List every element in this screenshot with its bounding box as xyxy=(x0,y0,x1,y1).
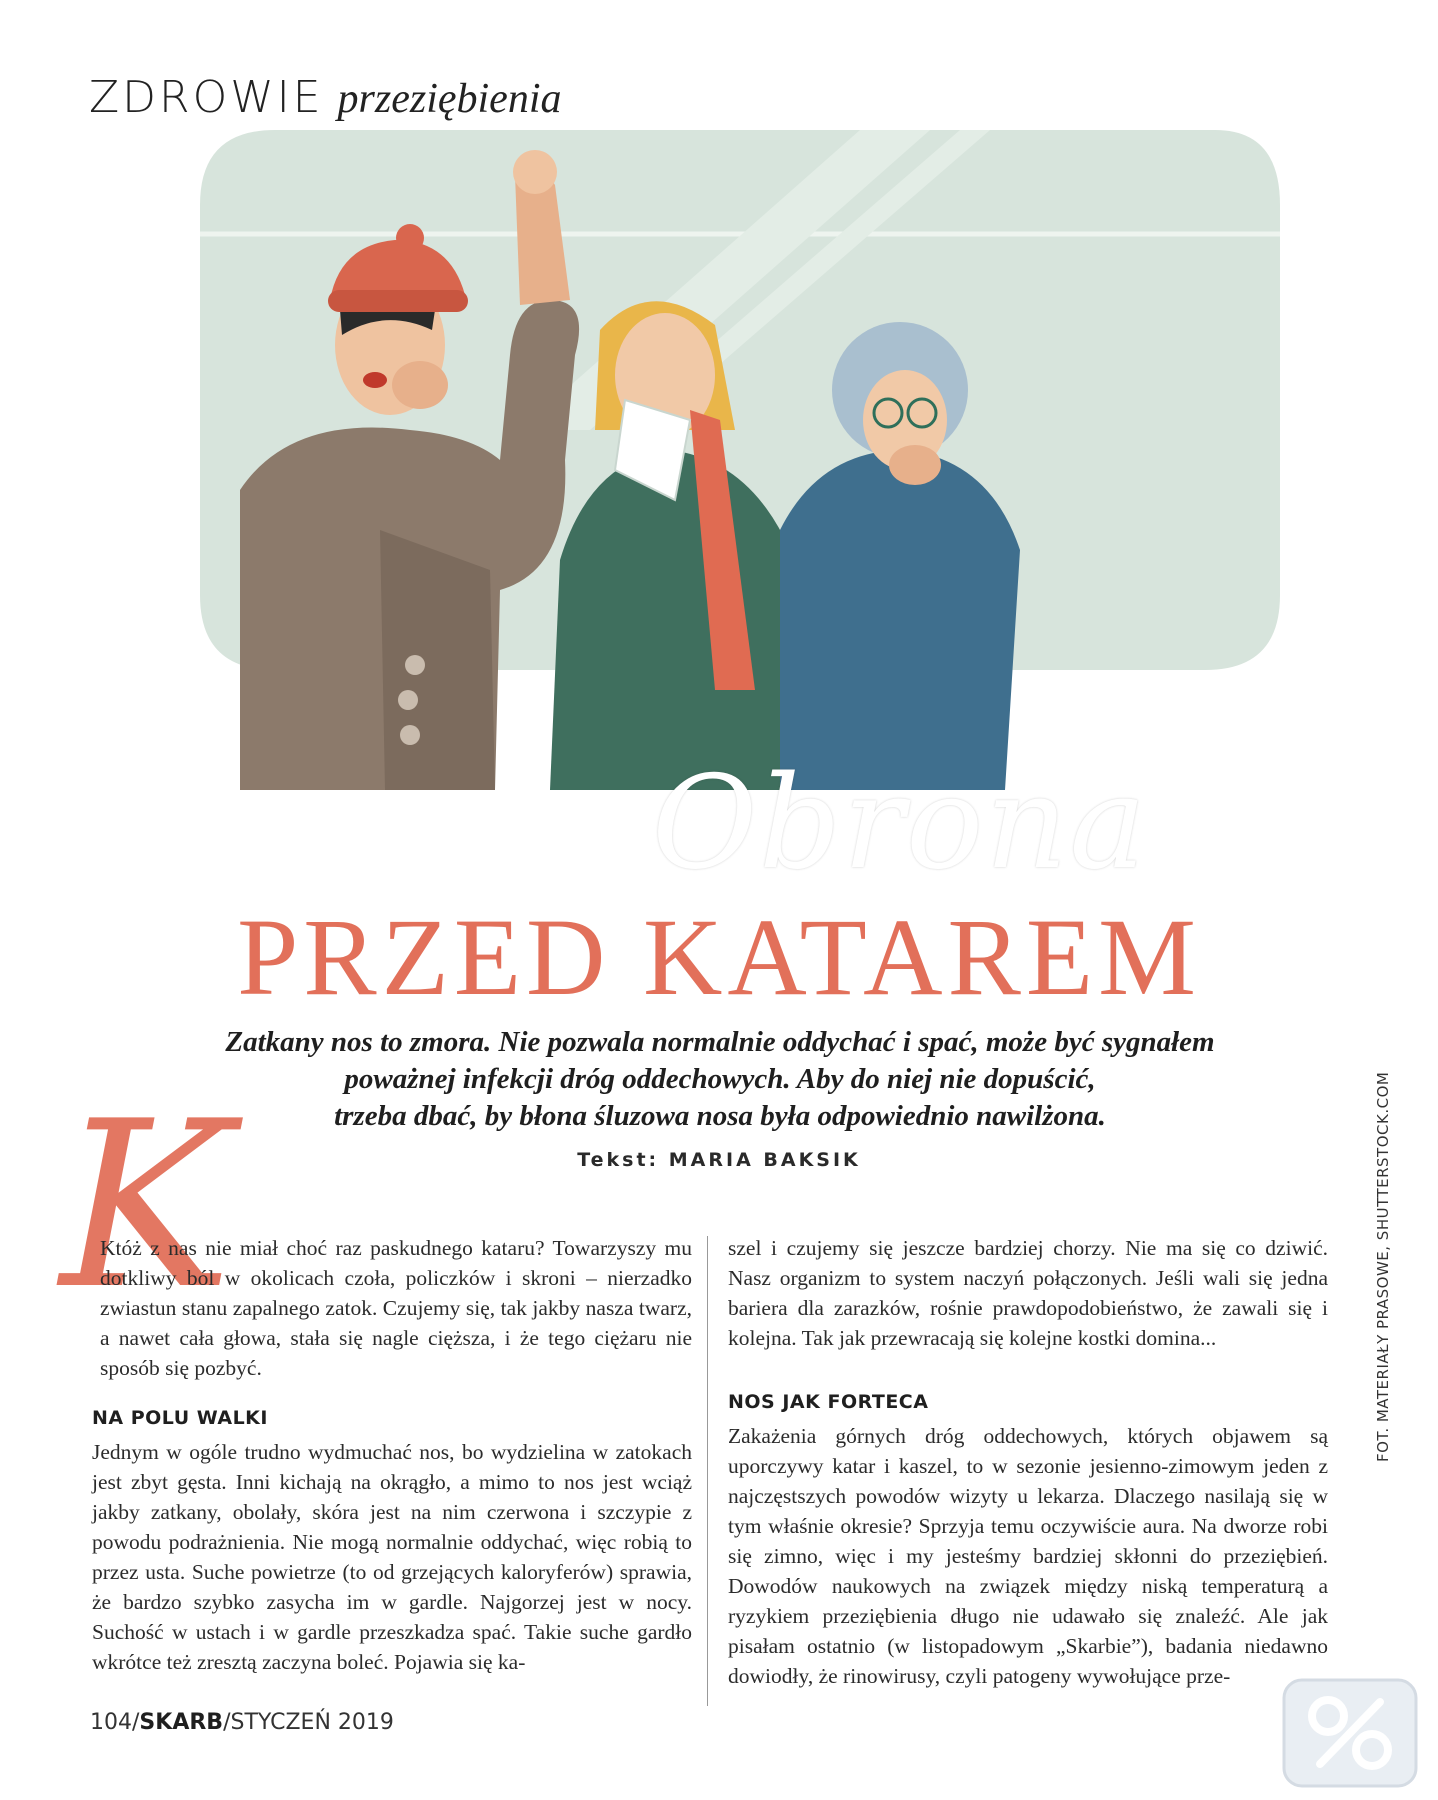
subsection-label: przeziębienia xyxy=(337,76,562,122)
body-paragraph: szel i czujemy się jeszcze bardziej chorzy. Nie ma się co dziwić. Nasz organizm to system naczyń połączonych. Jeśli wali się jedna bariera dla zarazków, rośnie prawdopodobieństwo, że zawali się i kolejna. Tak jak przewracają się kolejne kostki domina... xyxy=(728,1236,1328,1350)
elderly-coat xyxy=(780,450,1020,790)
section-header xyxy=(89,72,561,123)
magazine-name: SKARB xyxy=(139,1710,224,1735)
folio-separator: / xyxy=(132,1710,140,1735)
column-divider xyxy=(707,1236,708,1706)
man-coat-shade xyxy=(380,530,495,790)
intro-paragraph: Któż z nas nie miał choć raz paskudnego kataru? Towarzyszy mu dotkliwy ból w okolicach czoła, policzków i skroni – nierzadko zwiastun stanu zapalnego zatok. Czujemy się, tak jakby nasza twarz, a nawet cała głowa, stała się nagle cięższa, i że tego ciężaru nie sposób się pozbyć. xyxy=(100,1236,692,1380)
title-script: Obrona xyxy=(652,749,1148,898)
page-title: PRZED KATAREM xyxy=(237,896,1201,1018)
subheading: NOS JAK FORTECA xyxy=(728,1391,929,1413)
byline-author: MARIA BAKSIK xyxy=(668,1149,861,1171)
man-hat-brim xyxy=(328,290,468,312)
elderly-hand xyxy=(889,445,941,485)
man-fist xyxy=(513,150,557,194)
lead-line: trzeba dbać, by błona śluzowa nosa była odpowiednio nawilżona. xyxy=(334,1100,1106,1132)
coat-button xyxy=(398,690,418,710)
article-column-right xyxy=(728,1233,1328,1691)
body-paragraph: Jednym w ogóle trudno wydmuchać nos, bo wydzielina w zatokach jest zbyt gęsta. Inni kichają na okrągło, a mimo to nos jest wciąż jakby zatkany, obolały, skóra jest na nim czerwona i szczypie z powodu podrażnienia. Nie mogą normalnie oddychać, więc robią to przez usta. Suche powietrze (to od grzejących kaloryferów) sprawia, że bardzo szybko zasycha im w gardle. Najgorzej jest w nocy. Suchość w ustach i w gardle przeszkadza spać. Takie suche gardło wkrótce też zresztą zaczyna boleć. Pojawia się ka- xyxy=(92,1440,692,1674)
photo-credit: FOT. MATERIAŁY PRASOWE, SHUTTERSTOCK.COM xyxy=(1374,1071,1392,1462)
man-hand xyxy=(392,361,448,409)
page-folio xyxy=(90,1710,394,1735)
percent-badge-icon xyxy=(1280,1676,1420,1790)
lead-paragraph xyxy=(130,1024,1310,1135)
section-label: ZDROWIE xyxy=(89,72,324,123)
folio-separator: / xyxy=(223,1710,231,1735)
lead-line: Zatkany nos to zmora. Nie pozwala normalnie oddychać i spać, może być sygnałem xyxy=(225,1026,1215,1058)
drop-cap: K xyxy=(60,1073,232,1340)
subheading: NA POLU WALKI xyxy=(92,1407,268,1429)
page-number: 104 xyxy=(90,1710,132,1735)
man-mouth xyxy=(363,372,387,388)
issue-date: STYCZEŃ 2019 xyxy=(230,1710,394,1735)
man-hat-pompom xyxy=(396,224,424,252)
lead-line: poważnej infekcji dróg oddechowych. Aby do niej nie dopuścić, xyxy=(344,1063,1096,1095)
body-paragraph: Zakażenia górnych dróg oddechowych, których objawem są uporczywy katar i kaszel, to w sezonie jesienno-zimowym jeden z najczęstszych powodów wizyty u lekarza. Dlaczego nasilają się w tym właśnie okresie? Sprzyja temu oczywiście aura. Na dworze robi się zimno, więc i my jesteśmy bardziej skłonni do przeziębień. Dowodów naukowych na związek między niską temperaturą a ryzykiem przeziębienia długo nie udawało się znaleźć. Ale jak pisałam ostatnio (w listopadowym „Skarbie”), badania niedawno dowiodły, że rinowirusy, czyli patogeny wywołujące prze- xyxy=(728,1424,1328,1688)
article-column-left xyxy=(92,1233,692,1677)
coat-button xyxy=(405,655,425,675)
byline-prefix: Tekst: xyxy=(577,1149,660,1171)
coat-button xyxy=(400,725,420,745)
